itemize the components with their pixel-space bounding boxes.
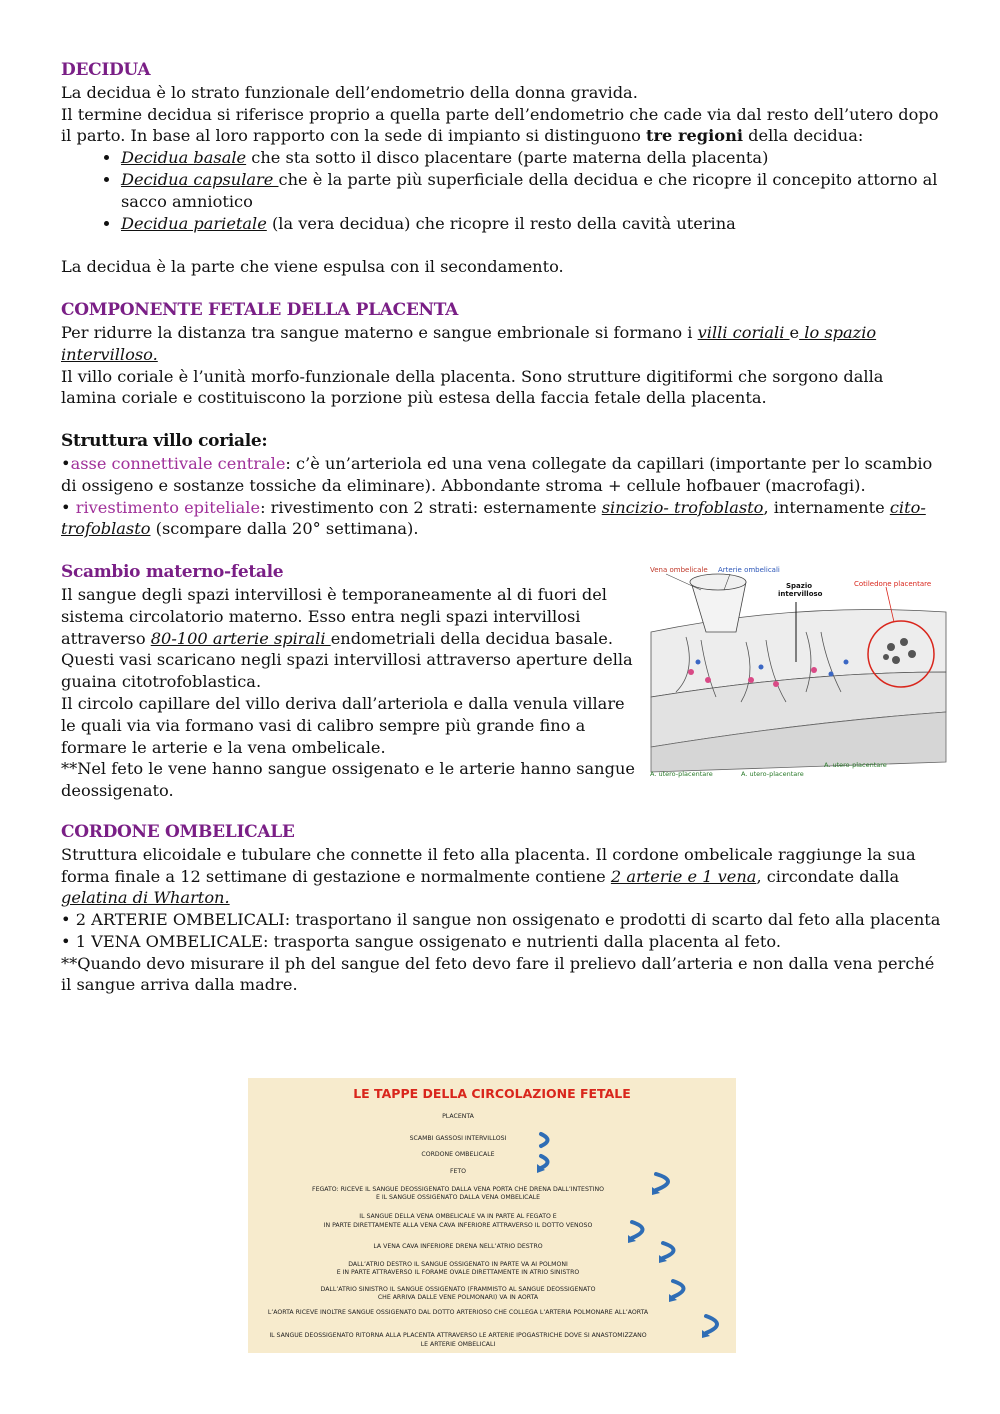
cordone-paragraph-2: • 2 ARTERIE OMBELICALI: trasportano il sangue non ossigenato e prodotti di scarto dal feto alla placenta	[61, 910, 941, 930]
slide-line: CORDONE OMBELICALE	[421, 1151, 495, 1158]
list-item: • Decidua parietale (la vera decidua) che ricopre il resto della cavità uterina	[121, 213, 941, 235]
fetal-circulation-slide	[248, 1078, 736, 1353]
label-intervilloso: intervilloso	[778, 590, 823, 599]
slide-title: LE TAPPE DELLA CIRCOLAZIONE FETALE	[353, 1086, 631, 1101]
label-spazio: Spazio	[786, 582, 813, 591]
decidua-paragraph-3: La decidua è la parte che viene espulsa con il secondamento.	[61, 257, 564, 277]
section-title-fetale: COMPONENTE FETALE DELLA PLACENTA	[61, 300, 459, 321]
label-a-utero-placentare-1: A. utero-placentare	[650, 770, 713, 779]
label-arterie-ombelicali: Arterie ombelicali	[718, 566, 780, 575]
slide-line: CHE ARRIVA DALLE VENE POLMONARI) VA IN AORTA	[377, 1294, 539, 1301]
scambio-paragraph-1: Il sangue degli spazi intervillosi è temporaneamente al di fuori del sistema circolatorio materno. Esso entra negli spazi intervillosi attraverso 80-100 arterie spirali endometriali della decidua basale. Questi vasi scaricano negli spazi intervillosi attraverso aperture della guaina citotrofoblastica.	[61, 584, 633, 692]
slide-line: E IN PARTE ATTRAVERSO IL FORAME OVALE DIRETTAMENTE IN ATRIO SINISTRO	[336, 1269, 580, 1276]
villo-bullet-1: •asse connettivale centrale: c’è un’arteriola ed una vena collegate da capillari (importante per lo scambio di ossigeno e sostanze tossiche da eliminare). Abbondante stroma + cellule hofbauer (macrofagi).	[61, 453, 933, 495]
decidua-paragraph-1: La decidua è lo strato funzionale dell’endometrio della donna gravida.	[61, 82, 638, 102]
cordone-paragraph-4: **Quando devo misurare il ph del sangue del feto devo fare il prelievo dall’arteria e non dalla vena perché il sangue arriva dalla madre.	[61, 953, 935, 995]
scambio-paragraph-2: Il circolo capillare del villo deriva dall’arteriola e dalla venula villare le quali via via formano vasi di calibro sempre più grande fino a formare le arterie e la vena ombelicale.	[61, 693, 625, 757]
decidua-list	[61, 147, 941, 234]
slide-line: DALL’ATRIO SINISTRO IL SANGUE OSSIGENATO (FRAMMISTO AL SANGUE DEOSSIGENATO	[320, 1286, 596, 1293]
slide-line: L’AORTA RICEVE INOLTRE SANGUE OSSIGENATO DAL DOTTO ARTERIOSO CHE COLLEGA L’ARTERIA POLMONARE ALL’AORTA	[267, 1309, 649, 1316]
section-title-decidua: DECIDUA	[61, 60, 151, 80]
section-title-scambio: Scambio materno-fetale	[61, 562, 284, 583]
list-item: • Decidua capsulare che è la parte più superficiale della decidua e che ricopre il concepito attorno al sacco amniotico	[121, 169, 941, 213]
slide-line: IN PARTE DIRETTAMENTE ALLA VENA CAVA INFERIORE ATTRAVERSO IL DOTTO VENOSO	[323, 1222, 593, 1229]
slide-line: FEGATO: RICEVE IL SANGUE DEOSSIGENATO DALLA VENA PORTA CHE DRENA DALL’INTESTINO	[312, 1186, 604, 1193]
slide-line: E IL SANGUE OSSIGENATO DALLA VENA OMBELICALE	[375, 1194, 541, 1201]
slide-line: SCAMBI GASSOSI INTERVILLOSI	[409, 1135, 507, 1142]
section-title-cordone: CORDONE OMBELICALE	[61, 821, 295, 842]
slide-line: PLACENTA	[442, 1113, 474, 1120]
scambio-section	[61, 562, 941, 802]
slide-line: IL SANGUE DELLA VENA OMBELICALE VA IN PARTE AL FEGATO E	[359, 1213, 557, 1220]
label-a-utero-placentare-2: A. utero-placentare	[741, 770, 804, 779]
slide-line: DALL’ATRIO DESTRO IL SANGUE OSSIGENATO IN PARTE VA AI POLMONI	[348, 1261, 568, 1268]
slide-line: IL SANGUE DEOSSIGENATO RITORNA ALLA PLACENTA ATTRAVERSO LE ARTERIE IPOGASTRICHE DOVE SI ANASTOMIZZANO	[269, 1332, 647, 1339]
label-a-utero-placentare-3: A. utero-placentare	[824, 761, 887, 770]
villo-bullet-2: • rivestimento epiteliale: rivestimento con 2 strati: esternamente sincizio- trofoblasto, internamente cito- trofoblasto (scompare dalla 20° settimana).	[61, 497, 926, 539]
label-vena-ombelicale: Vena ombelicale	[650, 566, 708, 575]
slide-line: LE ARTERIE OMBELICALI	[420, 1341, 496, 1348]
slide-line: LA VENA CAVA INFERIORE DRENA NELL’ATRIO DESTRO	[373, 1243, 543, 1250]
scambio-paragraph-3: **Nel feto le vene hanno sangue ossigenato e le arterie hanno sangue deossigenato.	[61, 759, 635, 801]
label-cotiledone: Cotiledone placentare	[854, 580, 932, 589]
placenta-diagram	[646, 562, 951, 780]
slide-line: FETO	[449, 1168, 467, 1175]
cordone-paragraph-3: • 1 VENA OMBELICALE: trasporta sangue ossigenato e nutrienti dalla placenta al feto.	[61, 931, 781, 951]
document-page	[61, 60, 941, 996]
fetale-paragraph-1: Per ridurre la distanza tra sangue materno e sangue embrionale si formano i villi coriali e lo spazio intervilloso.	[61, 322, 877, 364]
list-item: • Decidua basale che sta sotto il disco placentare (parte materna della placenta)	[121, 147, 941, 169]
fetale-paragraph-2: Il villo coriale è l’unità morfo-funzionale della placenta. Sono strutture digitiformi che sorgono dalla lamina coriale e costituiscono la porzione più estesa della faccia fetale della placenta.	[61, 366, 884, 408]
section-title-villo: Struttura villo coriale:	[61, 431, 268, 452]
decidua-paragraph-2: Il termine decidua si riferisce proprio a quella parte dell’endometrio che cade via dal resto dell’utero dopo il parto. In base al loro rapporto con la sede di impianto si distinguono tre regioni della decidua:	[61, 104, 939, 146]
cordone-paragraph-1: Struttura elicoidale e tubulare che connette il feto alla placenta. Il cordone ombelicale raggiunge la sua forma finale a 12 settimane di gestazione e normalmente contiene 2 arterie e 1 vena, circondate dalla gelatina di Wharton.	[61, 844, 916, 908]
